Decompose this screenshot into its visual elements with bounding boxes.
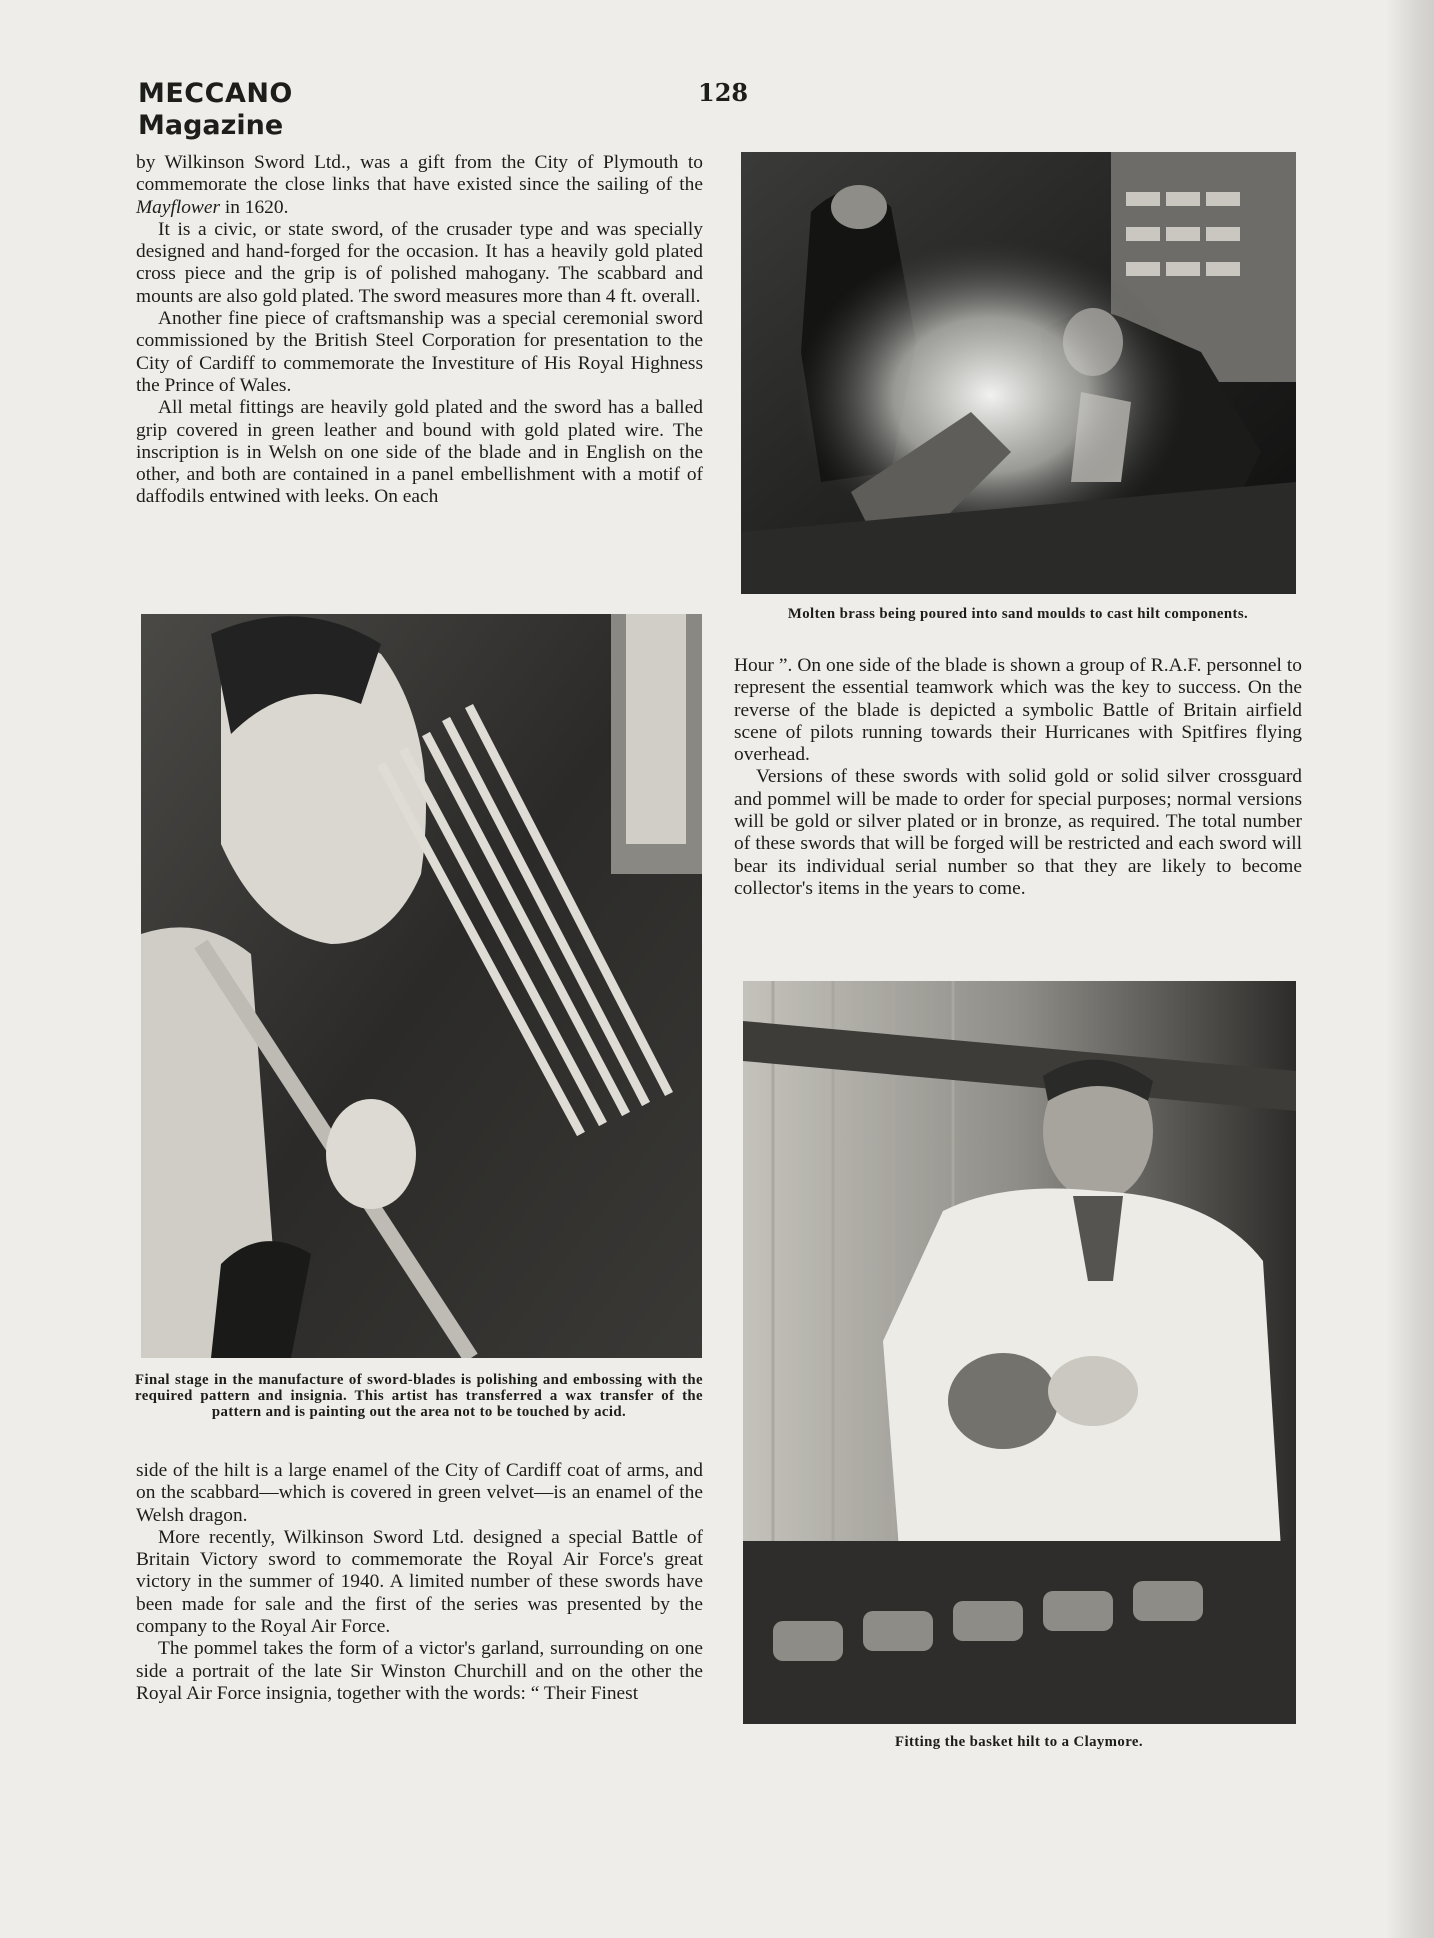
paragraph: More recently, Wilkinson Sword Ltd. designed a special Battle of Britain Victory sword to commemorate the Royal Air Force's great victory in the summer of 1940. A limited number of these swords have been made for sale and the first of the series was presented by the company to the Royal Air Force. (136, 1526, 703, 1638)
masthead-subtitle: Magazine (138, 110, 284, 141)
photo-molten-brass (741, 152, 1296, 594)
paragraph: side of the hilt is a large enamel of the City of Cardiff coat of arms, and on the scabbard—which is covered in green velvet—is an enamel of the Welsh dragon. (136, 1460, 703, 1526)
article-column-left-bottom (136, 1460, 703, 1705)
article-column-right (734, 655, 1302, 900)
caption-molten-brass: Molten brass being poured into sand moulds to cast hilt components. (787, 606, 1249, 622)
page-spine-shadow (1386, 0, 1434, 1938)
article-column-left-top (136, 152, 703, 509)
caption-claymore: Fitting the basket hilt to a Claymore. (895, 1734, 1143, 1750)
paragraph: Hour ”. On one side of the blade is shown a group of R.A.F. personnel to represent the essential teamwork which was the key to success. On the reverse of the blade is depicted a symbolic Battle of Britain airfield scene of pilots running towards their Hurricanes with Spitfires flying overhead. (734, 655, 1302, 766)
photo-molten-brass-image (741, 152, 1296, 594)
ship-name: Mayflower (136, 196, 221, 218)
photo-sword-blades-image (141, 614, 702, 1358)
masthead-title: MECCANO (138, 78, 293, 109)
page-number: 128 (698, 78, 749, 107)
masthead (138, 78, 293, 142)
paragraph-text: by Wilkinson Sword Ltd., was a gift from the City of Plymouth to commemorate the close links that have existed since the sailing of the (136, 152, 703, 196)
paragraph-text: in 1620. (220, 196, 289, 218)
caption-sword-blades: Final stage in the manufacture of sword-blades is polishing and embossing with the required pattern and insignia. This artist has transferred a wax transfer of the pattern and is painting out the area not to be touched by acid. (135, 1372, 703, 1420)
paragraph: All metal fittings are heavily gold plated and the sword has a balled grip covered in green leather and bound with gold plated wire. The inscription is in Welsh on one side of the blade and in English on the other, and both are contained in a panel embellishment with a motif of daffodils entwined with leeks. On each (136, 397, 703, 508)
paragraph: Another fine piece of craftsmanship was a special ceremonial sword commissioned by the British Steel Corporation for presentation to the City of Cardiff to commemorate the Investiture of His Royal Highness the Prince of Wales. (136, 308, 703, 396)
photo-claymore-image (743, 981, 1296, 1724)
photo-sword-blades (141, 614, 702, 1358)
paragraph: The pommel takes the form of a victor's garland, surrounding on one side a portrait of the late Sir Winston Churchill and on the other the Royal Air Force insignia, together with the words: “ Their Finest (136, 1638, 703, 1704)
photo-claymore (743, 981, 1296, 1724)
paragraph: Versions of these swords with solid gold or solid silver crossguard and pommel will be made to order for special purposes; normal versions will be gold or silver plated or in bronze, as required. The total number of these swords that will be forged will be restricted and each sword will bear its individual serial number so that they are likely to become collector's items in the years to come. (734, 766, 1302, 899)
paragraph (136, 152, 703, 219)
paragraph: It is a civic, or state sword, of the crusader type and was specially designed and hand-forged for the occasion. It has a heavily gold plated cross piece and the grip is of polished mahogany. The scabbard and mounts are also gold plated. The sword measures more than 4 ft. overall. (136, 218, 703, 307)
